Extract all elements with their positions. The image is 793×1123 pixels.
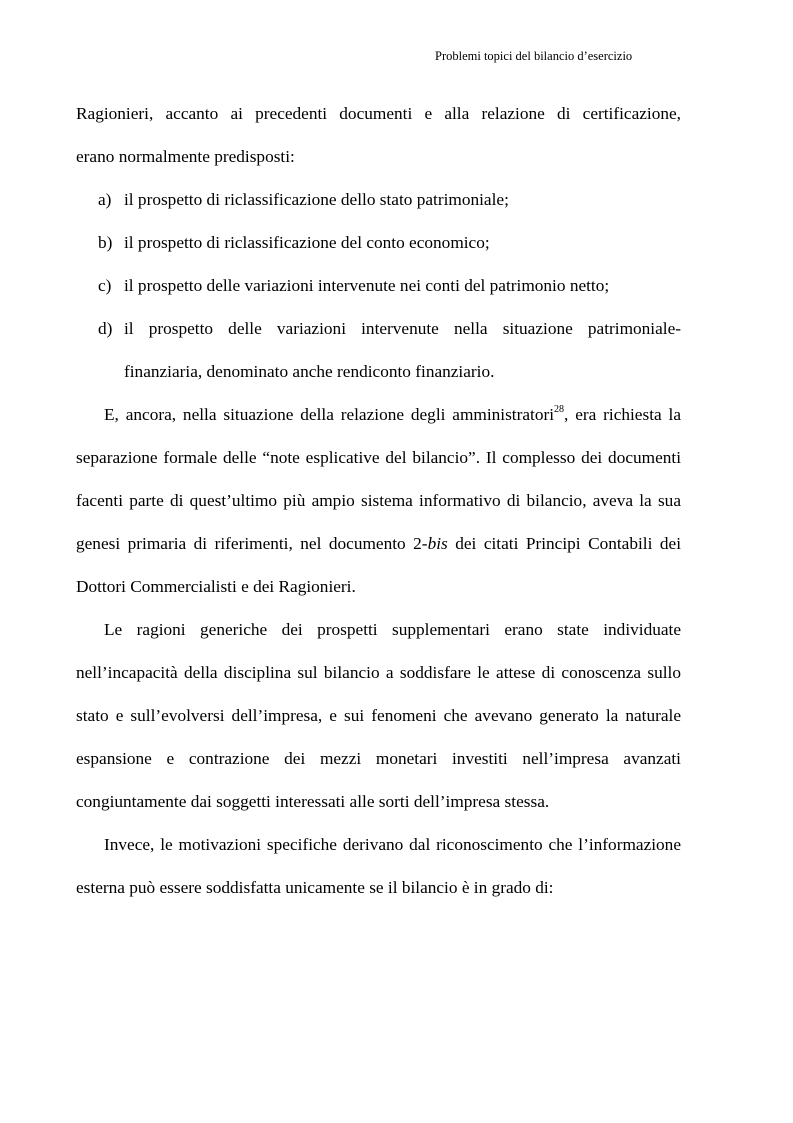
list-marker: a) xyxy=(98,190,112,209)
paragraph-1-line-1: Ragionieri, accanto ai precedenti documenti e alla relazione di certificazione, xyxy=(76,104,681,123)
paragraph-1 xyxy=(76,92,681,178)
page-body xyxy=(76,92,681,909)
list-marker: d) xyxy=(98,319,113,338)
list-item xyxy=(98,264,681,307)
list-item xyxy=(98,221,681,264)
document-list xyxy=(76,178,681,393)
list-item-text xyxy=(124,307,681,393)
paragraph-2-text-end: dei citati Principi Contabili dei Dottori Commercialisti e dei Ragionieri. xyxy=(76,534,681,596)
list-item-text: il prospetto di riclassificazione dello stato patrimoniale; xyxy=(124,190,509,209)
list-item xyxy=(98,178,681,221)
paragraph-1-line-2: erano normalmente predisposti: xyxy=(76,147,295,166)
list-marker: b) xyxy=(98,233,113,252)
list-marker: c) xyxy=(98,276,112,295)
list-item-line-2: finanziaria, denominato anche rendiconto finanziario. xyxy=(124,362,495,381)
list-item-text: il prospetto delle variazioni intervenute nei conti del patrimonio netto; xyxy=(124,276,610,295)
list-item xyxy=(98,307,681,393)
paragraph-3: Le ragioni generiche dei prospetti supplementari erano state individuate nell’incapacità della disciplina sul bilancio a soddisfare le attese di conoscenza sullo stato e sull’evolversi dell’impresa, e sui fenomeni che avevano generato la naturale espansione e contrazione dei mezzi monetari investiti nell’impresa avanzati congiuntamente dai soggetti interessati alle sorti dell’impresa stessa. xyxy=(76,620,681,811)
list-item-text: il prospetto di riclassificazione del conto economico; xyxy=(124,233,490,252)
paragraph-2-text: E, ancora, nella situazione della relazione degli amministratori xyxy=(104,405,555,424)
paragraph-4: Invece, le motivazioni specifiche derivano dal riconoscimento che l’informazione esterna può essere soddisfatta unicamente se il bilancio è in grado di: xyxy=(76,835,681,897)
footnote-reference: 28 xyxy=(554,404,565,416)
paragraph-2 xyxy=(76,393,681,608)
italic-term: bis xyxy=(427,534,448,553)
paragraph-2-text-cont: , era richiesta la separazione formale delle “note esplicative del bilancio”. Il complesso dei documenti facenti parte di quest’ultimo più ampio sistema informativo di bilancio, aveva la sua genesi primaria di riferimenti, nel documento 2- xyxy=(76,405,681,553)
list-item-line-1: il prospetto delle variazioni intervenute nella situazione patrimoniale- xyxy=(124,319,681,338)
running-header: Problemi topici del bilancio d’esercizio xyxy=(435,49,633,63)
